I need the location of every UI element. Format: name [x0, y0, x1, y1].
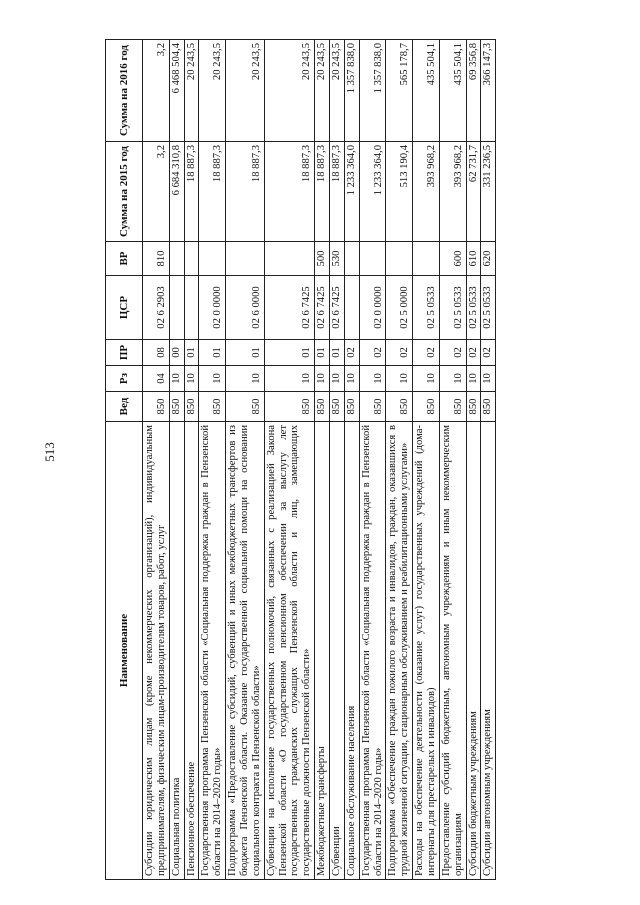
cell-name: Субвенции на исполнение государственных полномочий, связанных с реализацией Закона Пензенской области «О государственном пенсионном обеспечении за выслугу лет государственных гражданских служащих Пензенской области и лиц, замещающих государственные должности Пензенской области» — [264, 422, 314, 880]
cell-vr: 620 — [481, 242, 496, 276]
table-body — [143, 40, 496, 880]
cell-sum-2016: 435 504,1 — [439, 40, 466, 142]
cell-name: Государственная программа Пензенской области «Социальная поддержка граждан в Пензенской области на 2014–2020 годы» — [199, 422, 226, 880]
cell-sum-2016: 20 243,5 — [226, 40, 265, 142]
table-row — [199, 40, 226, 880]
cell-name: Подпрограмма «Обеспечение граждан пожилого возраста и инвалидов, граждан, оказавшихся в трудной жизненной ситуации, стационарным обслуживанием и реабилитационными услугами» — [386, 422, 413, 880]
cell-sum-2015: 6 684 310,8 — [169, 142, 184, 242]
cell-sum-2016: 20 243,5 — [330, 40, 345, 142]
cell-csr: 02 5 0000 — [386, 276, 413, 340]
cell-vr — [386, 242, 413, 276]
cell-name: Социальная политика — [169, 422, 184, 880]
table-row — [386, 40, 413, 880]
cell-vr: 810 — [143, 242, 170, 276]
cell-sum-2015: 393 968,2 — [439, 142, 466, 242]
cell-rz: 10 — [359, 366, 386, 392]
cell-sum-2015: 62 731,7 — [466, 142, 481, 242]
cell-name: Социальное обслуживание населения — [344, 422, 359, 880]
header-rz: Рз — [106, 366, 143, 392]
cell-name: Пенсионное обеспечение — [184, 422, 199, 880]
cell-name: Подпрограмма «Предоставление субсидий, субвенций и иных межбюджетных трансфертов из бюджета Пензенской области. Оказание государственной социальной помощи на основании социального контракта в Пензенской области» — [226, 422, 265, 880]
cell-csr: 02 6 0000 — [226, 276, 265, 340]
cell-sum-2016: 1 357 838,0 — [359, 40, 386, 142]
cell-vr — [344, 242, 359, 276]
cell-pr: 02 — [386, 340, 413, 366]
cell-sum-2015: 18 887,3 — [184, 142, 199, 242]
cell-pr: 01 — [199, 340, 226, 366]
cell-sum-2016: 565 178,7 — [386, 40, 413, 142]
cell-rz: 10 — [439, 366, 466, 392]
cell-ved: 850 — [264, 392, 314, 422]
budget-table — [105, 39, 496, 880]
cell-rz: 10 — [386, 366, 413, 392]
table-row — [143, 40, 170, 880]
cell-rz: 10 — [344, 366, 359, 392]
cell-csr — [344, 276, 359, 340]
cell-ved: 850 — [344, 392, 359, 422]
cell-pr: 01 — [330, 340, 345, 366]
header-sum-2016: Сумма на 2016 год — [106, 40, 143, 142]
header-ved: Вед — [106, 392, 143, 422]
cell-rz: 10 — [184, 366, 199, 392]
cell-name: Расходы на обеспечение деятельности (оказание услуг) государственных учреждений (дома-интернаты для престарелых и инвалидов) — [413, 422, 440, 880]
cell-rz: 10 — [481, 366, 496, 392]
cell-sum-2015: 18 887,3 — [315, 142, 330, 242]
cell-sum-2016: 20 243,5 — [199, 40, 226, 142]
cell-pr: 02 — [344, 340, 359, 366]
cell-sum-2015: 1 233 364,0 — [344, 142, 359, 242]
cell-csr: 02 5 0533 — [439, 276, 466, 340]
cell-rz: 04 — [143, 366, 170, 392]
cell-csr: 02 5 0533 — [481, 276, 496, 340]
cell-ved: 850 — [330, 392, 345, 422]
cell-name: Межбюджетные трансферты — [315, 422, 330, 880]
cell-name: Субсидии автономным учреждениям — [481, 422, 496, 880]
cell-ved: 850 — [439, 392, 466, 422]
cell-sum-2016: 435 504,1 — [413, 40, 440, 142]
cell-ved: 850 — [143, 392, 170, 422]
cell-rz: 10 — [466, 366, 481, 392]
cell-vr — [169, 242, 184, 276]
cell-sum-2016: 6 468 504,4 — [169, 40, 184, 142]
cell-vr — [184, 242, 199, 276]
cell-pr: 01 — [184, 340, 199, 366]
cell-ved: 850 — [481, 392, 496, 422]
table-row — [359, 40, 386, 880]
cell-csr: 02 0 0000 — [359, 276, 386, 340]
cell-sum-2015: 18 887,3 — [330, 142, 345, 242]
cell-pr: 01 — [226, 340, 265, 366]
cell-vr — [226, 242, 265, 276]
cell-pr: 02 — [481, 340, 496, 366]
cell-sum-2016: 366 147,3 — [481, 40, 496, 142]
cell-sum-2016: 20 243,5 — [264, 40, 314, 142]
table-row — [184, 40, 199, 880]
cell-rz: 10 — [315, 366, 330, 392]
table-row — [330, 40, 345, 880]
cell-pr: 02 — [466, 340, 481, 366]
cell-sum-2015: 18 887,3 — [199, 142, 226, 242]
cell-vr: 530 — [330, 242, 345, 276]
cell-ved: 850 — [359, 392, 386, 422]
cell-name: Субвенции — [330, 422, 345, 880]
cell-pr: 08 — [143, 340, 170, 366]
cell-vr: 610 — [466, 242, 481, 276]
cell-sum-2015: 18 887,3 — [226, 142, 265, 242]
cell-csr: 02 5 0533 — [466, 276, 481, 340]
cell-vr: 600 — [439, 242, 466, 276]
cell-ved: 850 — [226, 392, 265, 422]
table-row — [439, 40, 466, 880]
cell-ved: 850 — [413, 392, 440, 422]
cell-vr — [359, 242, 386, 276]
cell-ved: 850 — [315, 392, 330, 422]
table-row — [481, 40, 496, 880]
cell-rz: 10 — [226, 366, 265, 392]
cell-rz: 10 — [330, 366, 345, 392]
cell-name: Субсидии юридическим лицам (кроме некоммерческих организаций), индивидуальным предпринимателям, физическим лицам-производителям товаров, работ, услуг — [143, 422, 170, 880]
cell-csr: 02 5 0533 — [413, 276, 440, 340]
cell-name: Предоставление субсидий бюджетным, автономным учреждениям и иным некоммерческим организациям — [439, 422, 466, 880]
cell-ved: 850 — [386, 392, 413, 422]
header-name: Наименование — [106, 422, 143, 880]
table-header-row — [106, 40, 143, 880]
cell-ved: 850 — [184, 392, 199, 422]
budget-table-rotated — [105, 40, 565, 880]
cell-sum-2015: 3,2 — [143, 142, 170, 242]
cell-sum-2016: 1 357 838,0 — [344, 40, 359, 142]
cell-name: Субсидии бюджетным учреждениям — [466, 422, 481, 880]
cell-name: Государственная программа Пензенской области «Социальная поддержка граждан в Пензенской области на 2014–2020 годы» — [359, 422, 386, 880]
cell-sum-2015: 1 233 364,0 — [359, 142, 386, 242]
cell-rz: 10 — [169, 366, 184, 392]
cell-vr — [413, 242, 440, 276]
cell-csr — [184, 276, 199, 340]
cell-sum-2016: 20 243,5 — [184, 40, 199, 142]
cell-sum-2016: 20 243,5 — [315, 40, 330, 142]
cell-vr — [264, 242, 314, 276]
cell-rz: 10 — [413, 366, 440, 392]
cell-vr: 500 — [315, 242, 330, 276]
table-row — [315, 40, 330, 880]
cell-rz: 10 — [199, 366, 226, 392]
cell-ved: 850 — [466, 392, 481, 422]
cell-csr: 02 6 7425 — [330, 276, 345, 340]
cell-pr: 01 — [315, 340, 330, 366]
cell-pr: 00 — [169, 340, 184, 366]
cell-pr: 01 — [264, 340, 314, 366]
cell-ved: 850 — [169, 392, 184, 422]
cell-csr: 02 6 2903 — [143, 276, 170, 340]
cell-csr — [169, 276, 184, 340]
table-row — [344, 40, 359, 880]
cell-sum-2016: 69 356,8 — [466, 40, 481, 142]
cell-sum-2015: 331 236,5 — [481, 142, 496, 242]
cell-pr: 02 — [413, 340, 440, 366]
table-row — [264, 40, 314, 880]
table-row — [413, 40, 440, 880]
header-sum-2015: Сумма на 2015 год — [106, 142, 143, 242]
cell-csr: 02 6 7425 — [315, 276, 330, 340]
cell-csr: 02 0 0000 — [199, 276, 226, 340]
page-number: 513 — [41, 442, 57, 462]
cell-sum-2015: 18 887,3 — [264, 142, 314, 242]
header-csr: ЦСР — [106, 276, 143, 340]
cell-vr — [199, 242, 226, 276]
header-pr: ПР — [106, 340, 143, 366]
table-row — [169, 40, 184, 880]
table-row — [226, 40, 265, 880]
cell-pr: 02 — [439, 340, 466, 366]
cell-sum-2015: 513 190,4 — [386, 142, 413, 242]
cell-csr: 02 6 7425 — [264, 276, 314, 340]
table-row — [466, 40, 481, 880]
cell-rz: 10 — [264, 366, 314, 392]
cell-sum-2015: 393 968,2 — [413, 142, 440, 242]
cell-ved: 850 — [199, 392, 226, 422]
header-vr: ВР — [106, 242, 143, 276]
cell-pr: 02 — [359, 340, 386, 366]
cell-sum-2016: 3,2 — [143, 40, 170, 142]
